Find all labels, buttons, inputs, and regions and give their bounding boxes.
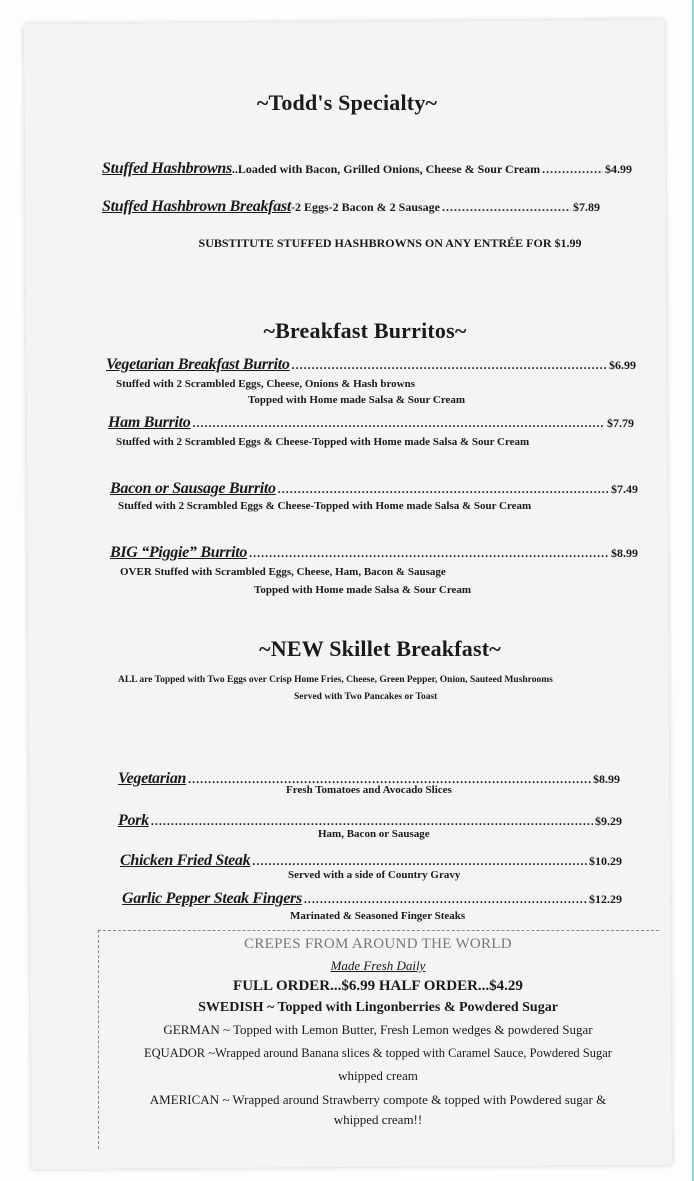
item-price: $7.89 (573, 200, 600, 214)
leader-dots (442, 200, 571, 215)
leader-dots (304, 892, 587, 907)
item-desc: Fresh Tomatoes and Avocado Slices (286, 784, 452, 796)
crepes-title: CREPES FROM AROUND THE WORLD (244, 936, 512, 952)
item-desc: Stuffed with 2 Scrambled Eggs & Cheese-Topped with Home made Salsa & Sour Cream (116, 436, 530, 448)
item-desc: Topped with Home made Salsa & Sour Cream (254, 584, 472, 596)
item-desc: -2 Eggs-2 Bacon & 2 Sausage (290, 200, 440, 214)
menu-item (122, 890, 622, 908)
item-desc: Topped with Home made Salsa & Sour Cream (248, 394, 466, 406)
crepe-line: whipped cream (338, 1068, 418, 1083)
item-price: $8.99 (593, 772, 620, 786)
item-name: Garlic Pepper Steak Fingers (122, 890, 302, 907)
item-name: Ham Burrito (108, 414, 191, 431)
item-price: $12.29 (589, 892, 622, 906)
item-price: $7.49 (611, 482, 638, 496)
item-price: $6.99 (609, 358, 636, 372)
item-price: $7.79 (607, 416, 634, 430)
section-title-burritos: ~Breakfast Burritos~ (263, 318, 467, 343)
item-desc: ..Loaded with Bacon, Grilled Onions, Cheese & Sour Cream (231, 162, 541, 176)
menu-item (102, 160, 632, 178)
item-name: Stuffed Hashbrown Breakfast (102, 198, 291, 215)
menu-item (106, 356, 636, 374)
item-desc: Stuffed with 2 Scrambled Eggs & Cheese-Topped with Home made Salsa & Sour Cream (118, 500, 532, 512)
crepe-line: AMERICAN ~ Wrapped around Strawberry compote & topped with Powdered sugar & (149, 1092, 607, 1107)
crepe-line: GERMAN ~ Topped with Lemon Butter, Fresh Lemon wedges & powdered Sugar (163, 1022, 593, 1037)
specialty-note: SUBSTITUTE STUFFED HASHBROWNS ON ANY ENTRÉE FOR $1.99 (198, 236, 582, 250)
menu-item (102, 198, 600, 216)
item-price: $9.29 (595, 814, 622, 828)
skillet-intro: Served with Two Pancakes or Toast (294, 692, 438, 702)
leader-dots (249, 546, 609, 561)
item-price: $10.29 (589, 854, 622, 868)
item-name: Stuffed Hashbrowns (102, 160, 232, 177)
item-name: Vegetarian (118, 770, 187, 787)
item-name: Vegetarian Breakfast Burrito (106, 356, 290, 373)
leader-dots (193, 416, 605, 431)
item-desc: Stuffed with 2 Scrambled Eggs, Cheese, Onions & Hash browns (116, 378, 415, 390)
crepe-line: whipped cream!! (333, 1112, 423, 1127)
leader-dots (252, 854, 587, 869)
leader-dots (151, 814, 593, 829)
item-desc: Ham, Bacon or Sausage (318, 828, 430, 840)
crepe-line: SWEDISH ~ Topped with Lingonberries & Powdered Sugar (198, 1000, 558, 1015)
item-desc: Marinated & Seasoned Finger Steaks (290, 910, 466, 922)
menu-item (120, 852, 622, 870)
menu-item (110, 480, 638, 498)
section-title-specialty: ~Todd's Specialty~ (256, 90, 438, 115)
crepe-line: EQUADOR ~Wrapped around Banana slices & topped with Caramel Sauce, Powdered Sugar (144, 1046, 612, 1060)
crepes-subtitle: Made Fresh Daily (330, 958, 426, 973)
item-desc: Served with a side of Country Gravy (288, 869, 461, 881)
item-name: Chicken Fried Steak (120, 852, 251, 869)
leader-dots (292, 358, 607, 373)
item-name: Bacon or Sausage Burrito (110, 480, 276, 497)
item-price: $8.99 (611, 546, 638, 560)
item-name: Pork (118, 812, 149, 829)
section-title-skillet: ~NEW Skillet Breakfast~ (259, 636, 501, 661)
leader-dots (542, 162, 603, 177)
item-desc: OVER Stuffed with Scrambled Eggs, Cheese, Ham, Bacon & Sausage (120, 566, 446, 578)
skillet-intro: ALL are Topped with Two Eggs over Crisp Home Fries, Cheese, Green Pepper, Onion, Sauteed Mushrooms (118, 675, 553, 685)
item-price: $4.99 (605, 162, 632, 176)
leader-dots (278, 482, 609, 497)
menu-item (110, 544, 638, 562)
menu-item (108, 414, 634, 432)
crepes-pricing: FULL ORDER...$6.99 HALF ORDER...$4.29 (233, 978, 523, 994)
item-name: BIG “Piggie” Burrito (110, 544, 248, 561)
